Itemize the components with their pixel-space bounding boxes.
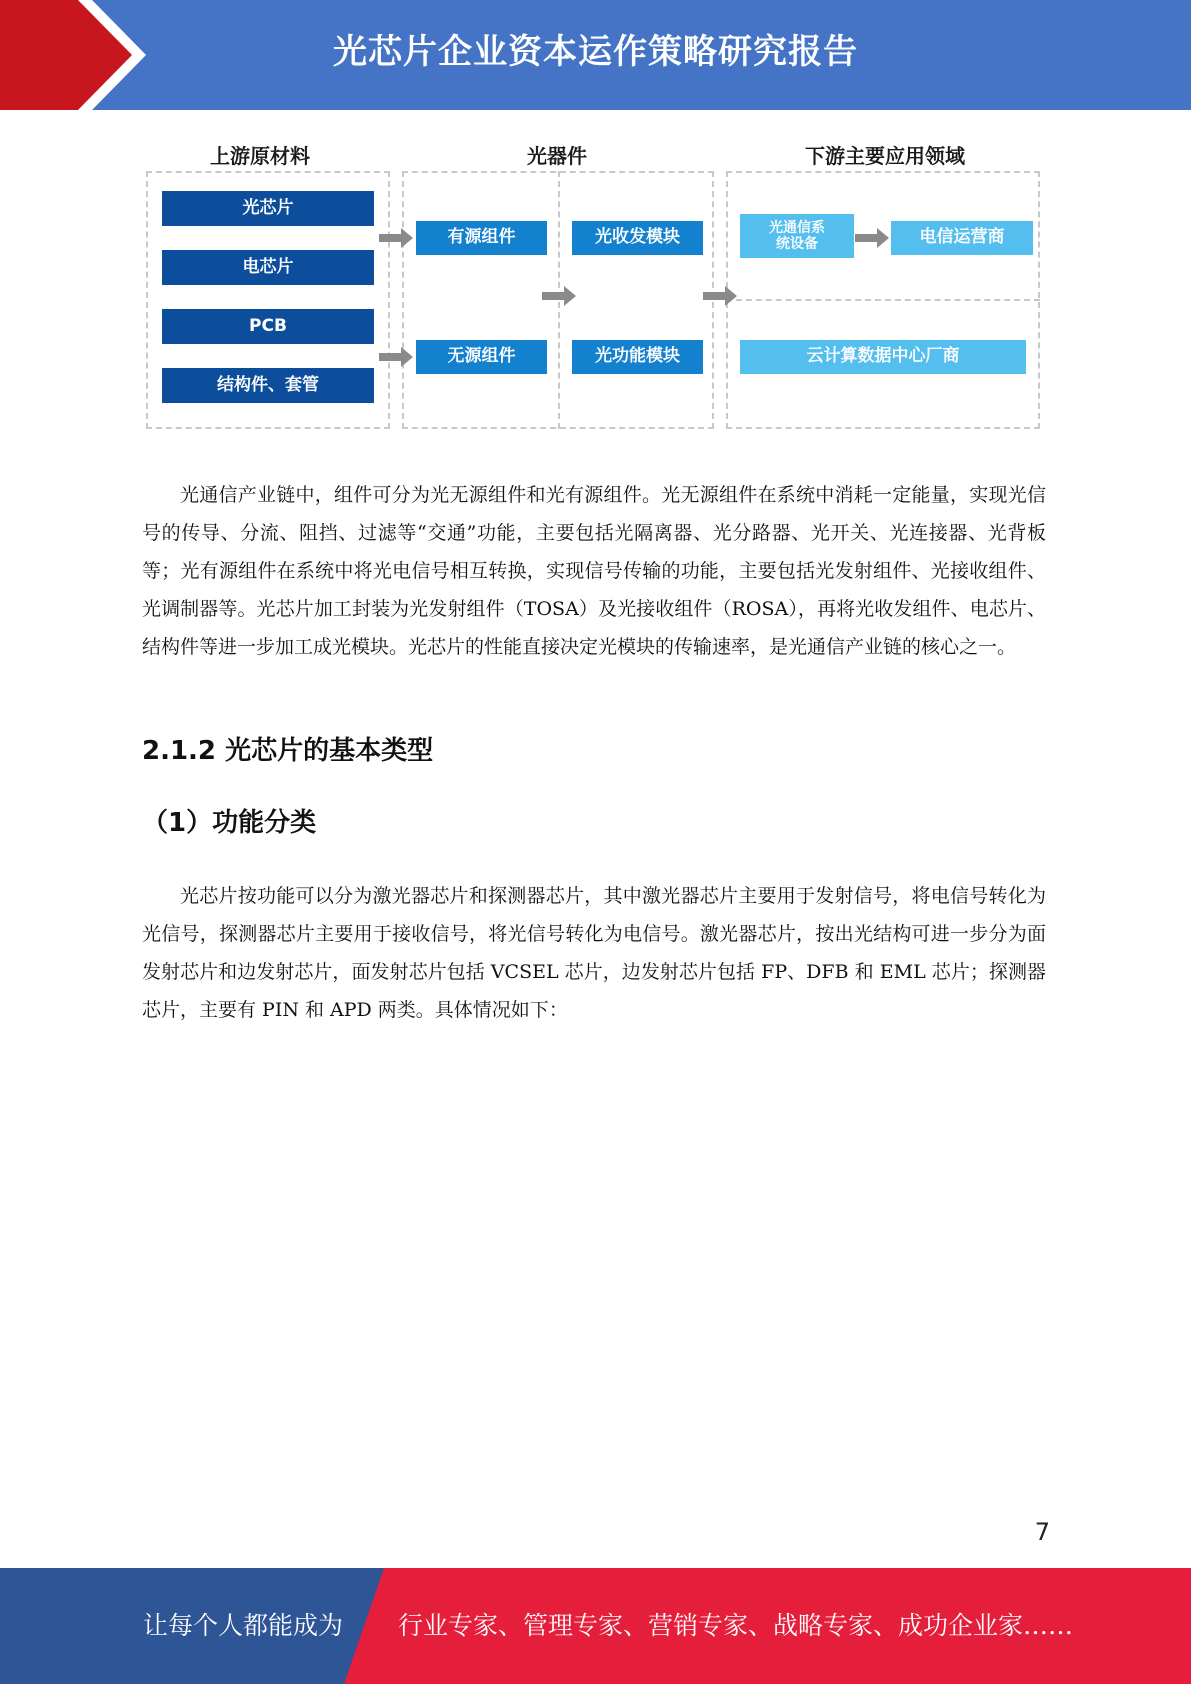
footer-slogan-right: 行业专家、管理专家、营销专家、战略专家、成功企业家……	[398, 1611, 1074, 1640]
column-title-downstream: 下游主要应用领域	[805, 144, 965, 168]
upstream-item-electrical-chip: 电芯片	[162, 250, 374, 285]
paragraph-text: 光芯片按功能可以分为激光器芯片和探测器芯片，其中激光器芯片主要用于发射信号，将电信号转化为光信号，探测器芯片主要用于接收信号，将光信号转化为电信号。激光器芯片，按出光结构可进一步分为面发射芯片和边发射芯片，面发射芯片包括 VCSEL 芯片，边发射芯片包括 FP、DFB 和 EML 芯片；探测器芯片，主要有 PIN 和 APD 两类。具体情况如下：	[142, 885, 1046, 1021]
footer-slogan-left: 让每个人都能成为	[143, 1611, 344, 1640]
downstream-divider	[726, 299, 1040, 301]
page-footer	[0, 1568, 1191, 1684]
downstream-equipment: 光通信系统设备	[740, 214, 854, 258]
component-transceiver-module: 光收发模块	[572, 221, 703, 255]
component-passive: 无源组件	[416, 340, 547, 374]
body-paragraph-2	[142, 877, 1046, 1029]
component-function-module: 光功能模块	[572, 340, 703, 374]
upstream-item-structural-parts: 结构件、套管	[162, 368, 374, 403]
downstream-operator: 电信运营商	[891, 221, 1033, 255]
subsection-heading: （1）功能分类	[142, 808, 317, 838]
arrow-right-icon	[379, 228, 413, 248]
arrow-right-icon	[703, 286, 737, 306]
upstream-item-optical-chip: 光芯片	[162, 191, 374, 226]
upstream-item-pcb: PCB	[162, 309, 374, 344]
body-paragraph-1	[142, 476, 1046, 666]
component-active: 有源组件	[416, 221, 547, 255]
page-number: 7	[1034, 1518, 1050, 1546]
arrow-right-icon	[542, 286, 576, 306]
arrow-right-icon	[855, 228, 889, 248]
section-heading: 2.1.2 光芯片的基本类型	[142, 736, 434, 766]
column-title-upstream: 上游原材料	[210, 144, 310, 168]
industry-chain-diagram	[140, 135, 1050, 435]
header-title: 光芯片企业资本运作策略研究报告	[333, 32, 858, 72]
downstream-cloud: 云计算数据中心厂商	[740, 340, 1026, 374]
column-title-components: 光器件	[527, 144, 587, 168]
page-header	[0, 0, 1191, 110]
arrow-right-icon	[379, 347, 413, 367]
paragraph-text: 光通信产业链中，组件可分为光无源组件和光有源组件。光无源组件在系统中消耗一定能量，实现光信号的传导、分流、阻挡、过滤等“交通”功能，主要包括光隔离器、光分路器、光开关、光连接器、光背板等；光有源组件在系统中将光电信号相互转换，实现信号传输的功能，主要包括光发射组件、光接收组件、光调制器等。光芯片加工封装为光发射组件（TOSA）及光接收组件（ROSA），再将光收发组件、电芯片、结构件等进一步加工成光模块。光芯片的性能直接决定光模块的传输速率，是光通信产业链的核心之一。	[142, 484, 1046, 658]
